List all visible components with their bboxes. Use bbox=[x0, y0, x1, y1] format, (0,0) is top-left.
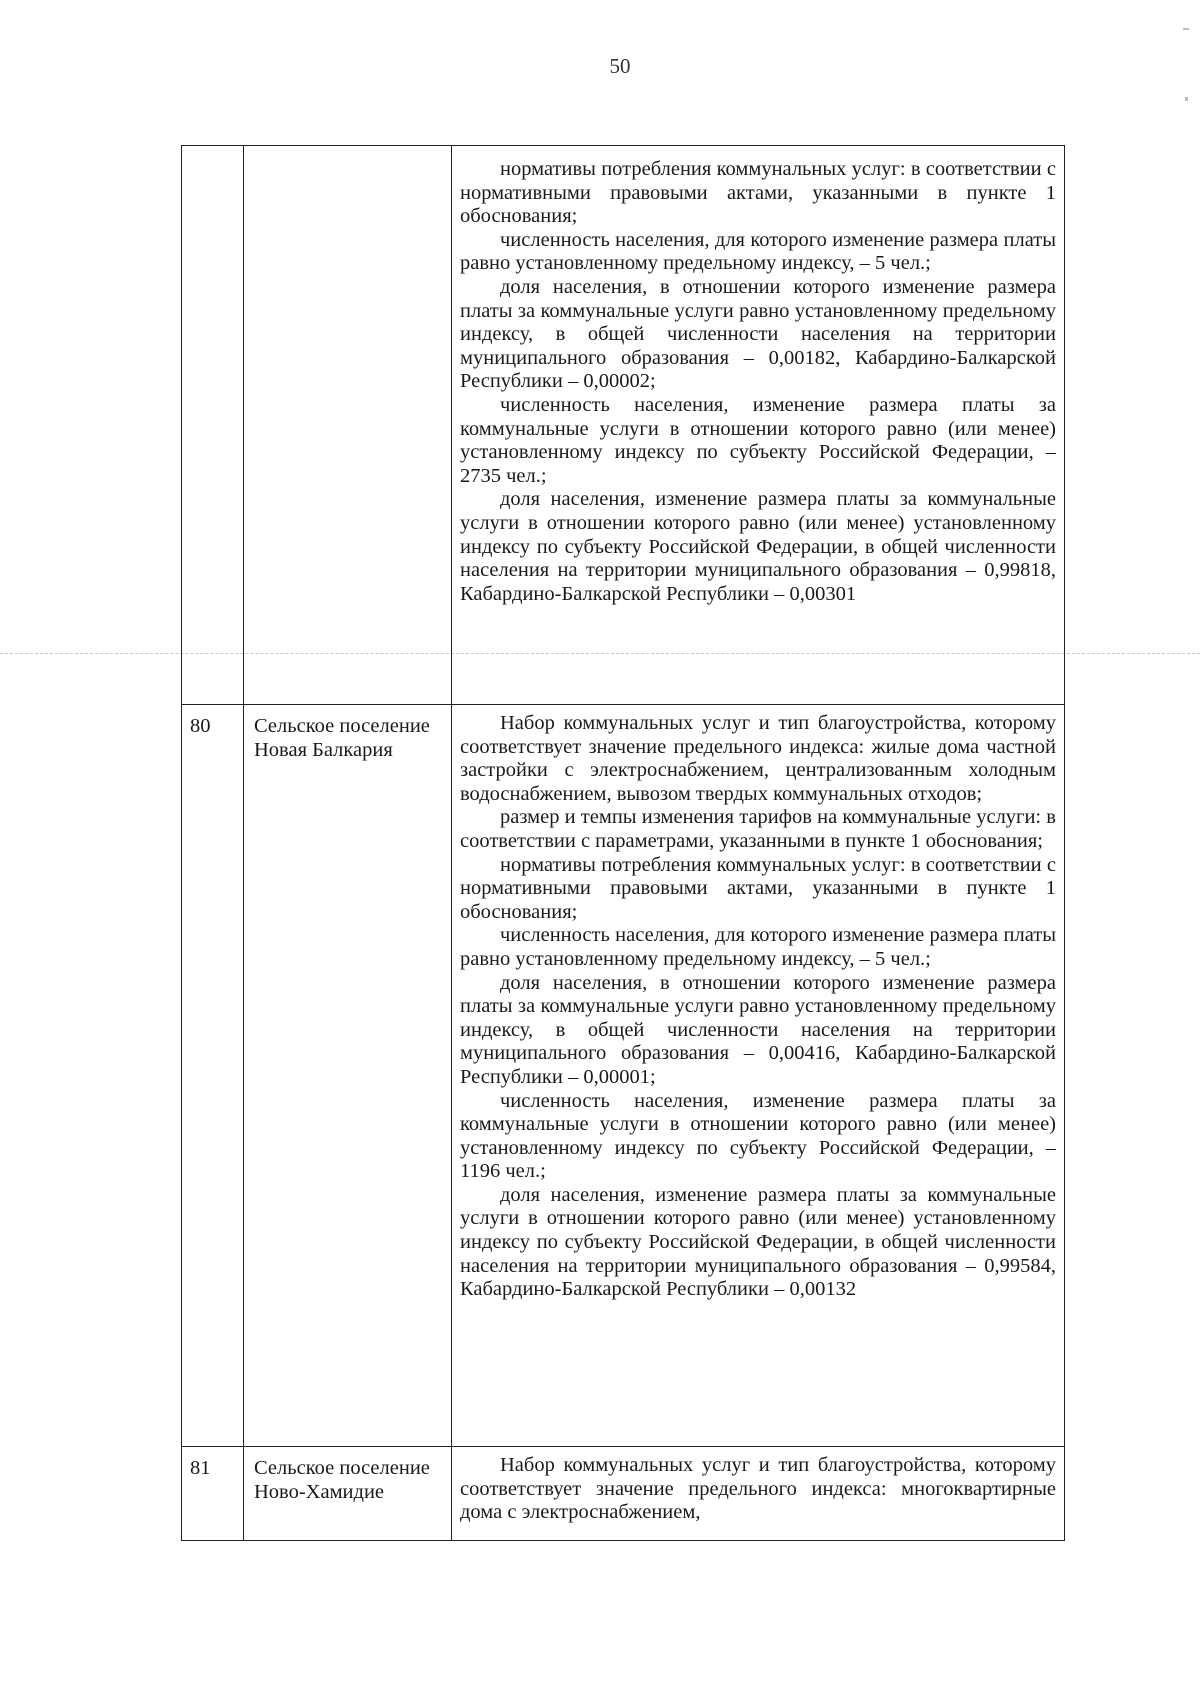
paragraph: доля населения, изменение размера платы за коммунальные услуги в отношении которого равно (или менее) установленному индексу по субъекту Российской Федерации, в общей численности населения на территории муниципального образования – 0,99818, Кабардино-Балкарской Республики – 0,00301 bbox=[460, 488, 1056, 605]
paragraph: Набор коммунальных услуг и тип благоустройства, которому соответствует значение предельного индекса: многоквартирные дома с электроснабжением, bbox=[460, 1454, 1056, 1524]
paragraph: нормативы потребления коммунальных услуг: в соответствии с нормативными правовыми актами, указанными в пункте 1 обоснования; bbox=[460, 158, 1056, 228]
number-cell-empty bbox=[182, 146, 244, 705]
paragraph: численность населения, изменение размера платы за коммунальные услуги в отношении которого равно (или менее) установленному индексу по субъекту Российской Федерации, – 2735 чел.; bbox=[460, 393, 1056, 487]
row-number: 80 bbox=[182, 705, 244, 1447]
name-cell-empty bbox=[244, 146, 452, 705]
paragraph: численность населения, для которого изменение размера платы равно установленному предельному индексу, – 5 чел.; bbox=[460, 924, 1056, 970]
scan-mark bbox=[1185, 97, 1188, 101]
description-cell bbox=[452, 705, 1065, 1447]
paragraph: размер и темпы изменения тарифов на коммунальные услуги: в соответствии с параметрами, указанными в пункте 1 обоснования; bbox=[460, 806, 1056, 852]
table-row bbox=[182, 1447, 1065, 1541]
table-row bbox=[182, 705, 1065, 1447]
scan-mark bbox=[1183, 28, 1189, 30]
settlements-table bbox=[181, 145, 1065, 1541]
paragraph: доля населения, изменение размера платы за коммунальные услуги в отношении которого равно (или менее) установленному индексу по субъекту Российской Федерации, в общей численности населения на территории муниципального образования – 0,99584, Кабардино-Балкарской Республики – 0,00132 bbox=[460, 1183, 1056, 1301]
paragraph: нормативы потребления коммунальных услуг: в соответствии с нормативными правовыми актами, указанными в пункте 1 обоснования; bbox=[460, 853, 1056, 923]
row-number: 81 bbox=[182, 1447, 244, 1541]
paragraph: доля населения, в отношении которого изменение размера платы за коммунальные услуги равно установленному предельному индексу, в общей численности населения на территории муниципального образования – 0,00416, Кабардино-Балкарской Республики – 0,00001; bbox=[460, 971, 1056, 1088]
paragraph: Набор коммунальных услуг и тип благоустройства, которому соответствует значение предельного индекса: жилые дома частной застройки с электроснабжением, централизованным холодным водоснабжением, вывозом твердых коммунальных отходов; bbox=[460, 712, 1056, 805]
description-cell bbox=[452, 1447, 1065, 1541]
settlement-name: Сельское поселение Ново-Хамидие bbox=[244, 1447, 452, 1541]
settlement-name: Сельское поселение Новая Балкария bbox=[244, 705, 452, 1447]
paragraph: численность населения, изменение размера платы за коммунальные услуги в отношении которого равно (или менее) установленному индексу по субъекту Российской Федерации, – 1196 чел.; bbox=[460, 1089, 1056, 1183]
paragraph: численность населения, для которого изменение размера платы равно установленному предельному индексу, – 5 чел.; bbox=[460, 228, 1056, 275]
page-number: 50 bbox=[609, 54, 631, 78]
description-cell bbox=[452, 146, 1065, 705]
paragraph: доля населения, в отношении которого изменение размера платы за коммунальные услуги равно установленному предельному индексу, в общей численности населения на территории муниципального образования – 0,00182, Кабардино-Балкарской Республики – 0,00002; bbox=[460, 275, 1056, 393]
table-row-continuation bbox=[182, 146, 1065, 705]
